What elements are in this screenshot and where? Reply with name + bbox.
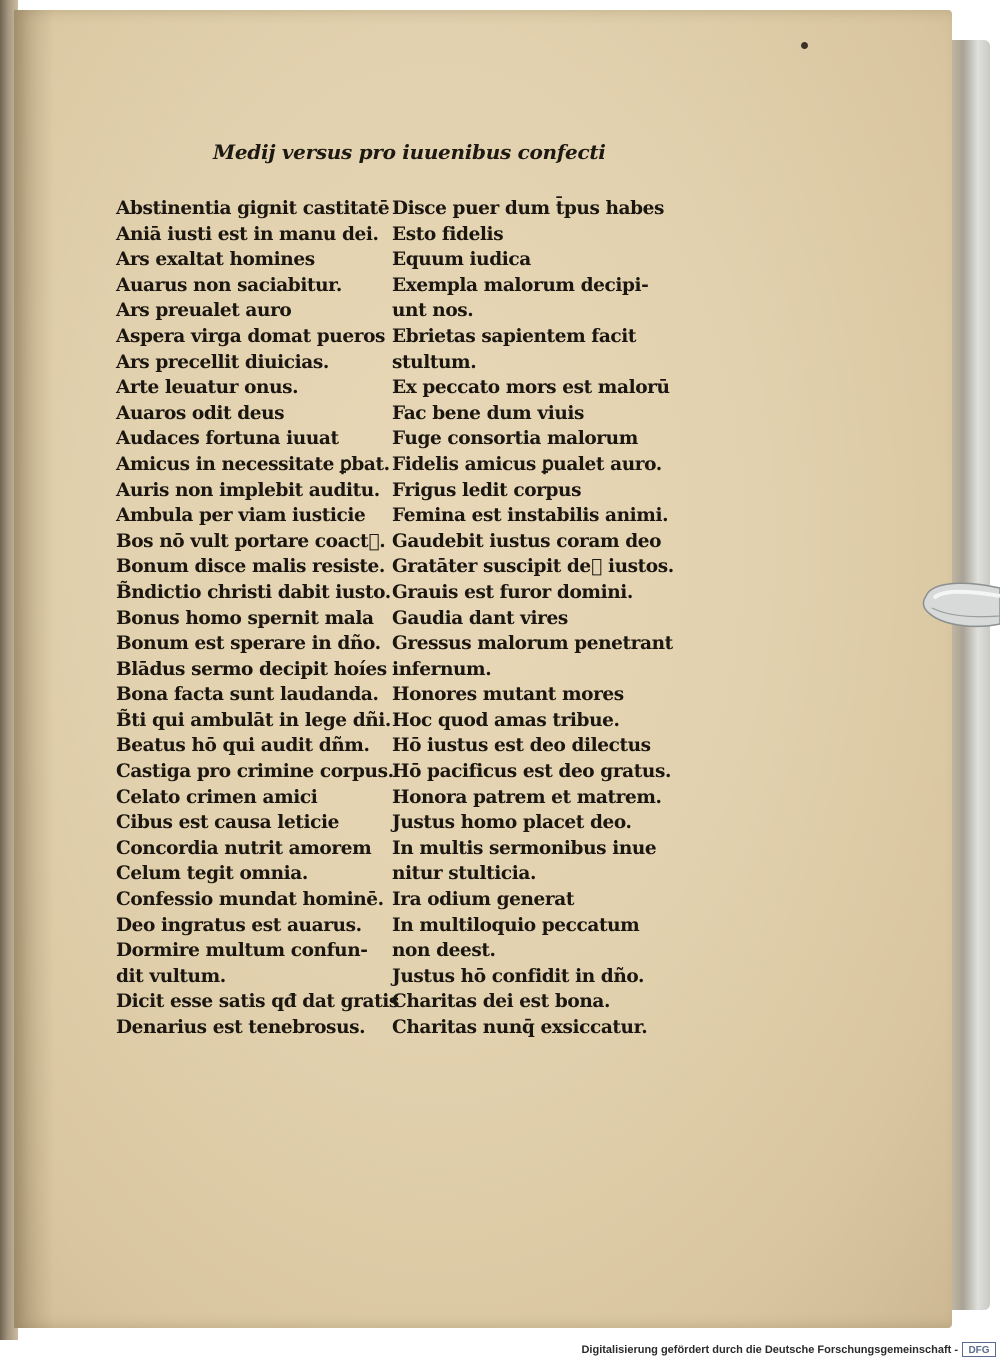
text-line: Hō pacificus est deo gratus.	[392, 761, 672, 783]
dfg-logo: DFG	[962, 1342, 996, 1357]
text-line: unt nos.	[392, 300, 474, 322]
text-line: Bona facta sunt laudanda.	[116, 684, 379, 706]
text-line: Auarus non saciabitur.	[116, 274, 342, 296]
pinhole-mark	[801, 42, 808, 49]
text-line: Esto fidelis	[392, 223, 504, 245]
text-line: Fuge consortia malorum	[392, 428, 638, 450]
text-line: Justus homo placet deo.	[392, 812, 632, 834]
text-line: Hō iustus est deo dilectus	[392, 735, 651, 757]
text-line: Frigus ledit corpus	[392, 479, 582, 501]
text-line: nitur stulticia.	[392, 863, 536, 885]
clip-marker	[922, 578, 1000, 632]
text-line: Gressus malorum penetrant	[392, 633, 673, 655]
text-line: Ars preualet auro	[116, 300, 292, 322]
text-line: Abstinentia gignit castitatē	[116, 198, 390, 219]
text-line: Hoc quod amas tribue.	[392, 709, 620, 731]
text-line: Dicit esse satis qđ dat gratis	[116, 991, 399, 1013]
text-line: B̃ndictio christi dabit iusto.	[116, 581, 391, 603]
text-line: Ambula per viam iusticie	[116, 505, 366, 527]
text-line: Ex peccato mors est malorū	[392, 377, 670, 399]
text-line: Celato crimen amici	[116, 786, 318, 808]
text-line: Aniā iusti est in manu dei.	[116, 223, 379, 245]
text-line: infernum.	[392, 658, 492, 680]
text-line: Cibus est causa leticie	[116, 812, 339, 834]
text-line: Disce puer dum t̄pus habes	[392, 198, 665, 219]
text-line: Ebrietas sapientem facit	[392, 325, 637, 347]
text-line: Amicus in necessitate ꝑbat.	[116, 453, 390, 475]
text-line: Honores mutant mores	[392, 684, 624, 706]
text-line: Gaudebit iustus coram deo	[392, 530, 662, 552]
text-line: Blādus sermo decipit hoíes	[116, 658, 387, 680]
text-line: Gaudia dant vires	[392, 607, 568, 629]
text-line: Auaros odit deus	[116, 402, 285, 424]
text-line: Charitas nunq̄ exsiccatur.	[392, 1017, 648, 1038]
funding-credit: Digitalisierung gefördert durch die Deutsche Forschungsgemeinschaft -	[581, 1344, 958, 1356]
text-line: Denarius est tenebrosus.	[116, 1017, 366, 1038]
text-line: Concordia nutrit amorem	[116, 837, 372, 859]
text-line: Confessio mundat hominē.	[116, 889, 384, 911]
text-line: Aspera virga domat pueros	[116, 325, 386, 347]
text-line: Bonum est sperare in dño.	[116, 633, 381, 655]
text-line: Auris non implebit auditu.	[116, 479, 380, 501]
text-line: Ira odium generat	[392, 889, 575, 911]
text-line: Castiga pro crimine corpus.	[116, 761, 394, 783]
text-line: Ars exaltat homines	[116, 249, 315, 271]
page-heading: Medij versus pro iuuenibus confecti	[213, 140, 606, 164]
text-line: In multis sermonibus inue	[392, 837, 657, 859]
text-line: Femina est instabilis animi.	[392, 505, 669, 527]
text-line: Arte leuatur onus.	[116, 377, 299, 399]
text-line: stultum.	[392, 351, 477, 373]
text-line: non deest.	[392, 940, 496, 962]
text-line: B̃ti qui ambulāt in lege dñi.	[116, 709, 391, 731]
text-line: Gratāter suscipit deᷞ iustos.	[392, 556, 674, 578]
text-line: Exempla malorum decipi-	[392, 274, 649, 296]
text-line: dit vultum.	[116, 965, 226, 987]
text-line: Bos nō vult portare coactᷞ.	[116, 530, 386, 552]
text-line: Ars precellit diuicias.	[116, 351, 329, 373]
text-line: In multiloquio peccatum	[392, 914, 640, 936]
text-line: Charitas dei est bona.	[392, 991, 611, 1013]
text-line: Bonum disce malis resiste.	[116, 556, 385, 578]
text-line: Fac bene dum viuis	[392, 402, 585, 424]
text-line: Fidelis amicus ꝑualet auro.	[392, 453, 662, 475]
text-line: Justus hō confidit in dño.	[392, 965, 645, 987]
text-line: Equum iudica	[392, 249, 531, 271]
text-line: Celum tegit omnia.	[116, 863, 308, 885]
text-line: Deo ingratus est auarus.	[116, 914, 362, 936]
text-line: Grauis est furor domini.	[392, 581, 633, 603]
text-line: Audaces fortuna iuuat	[116, 428, 339, 450]
text-line: Honora patrem et matrem.	[392, 786, 662, 808]
right-text-column	[392, 196, 682, 1041]
text-line: Bonus homo spernit mala	[116, 607, 374, 629]
gutter-shadow	[14, 10, 54, 1328]
text-line: Beatus hō qui audit dñm.	[116, 735, 370, 757]
text-line: Dormire multum confun-	[116, 940, 368, 962]
left-text-column	[116, 196, 399, 1041]
